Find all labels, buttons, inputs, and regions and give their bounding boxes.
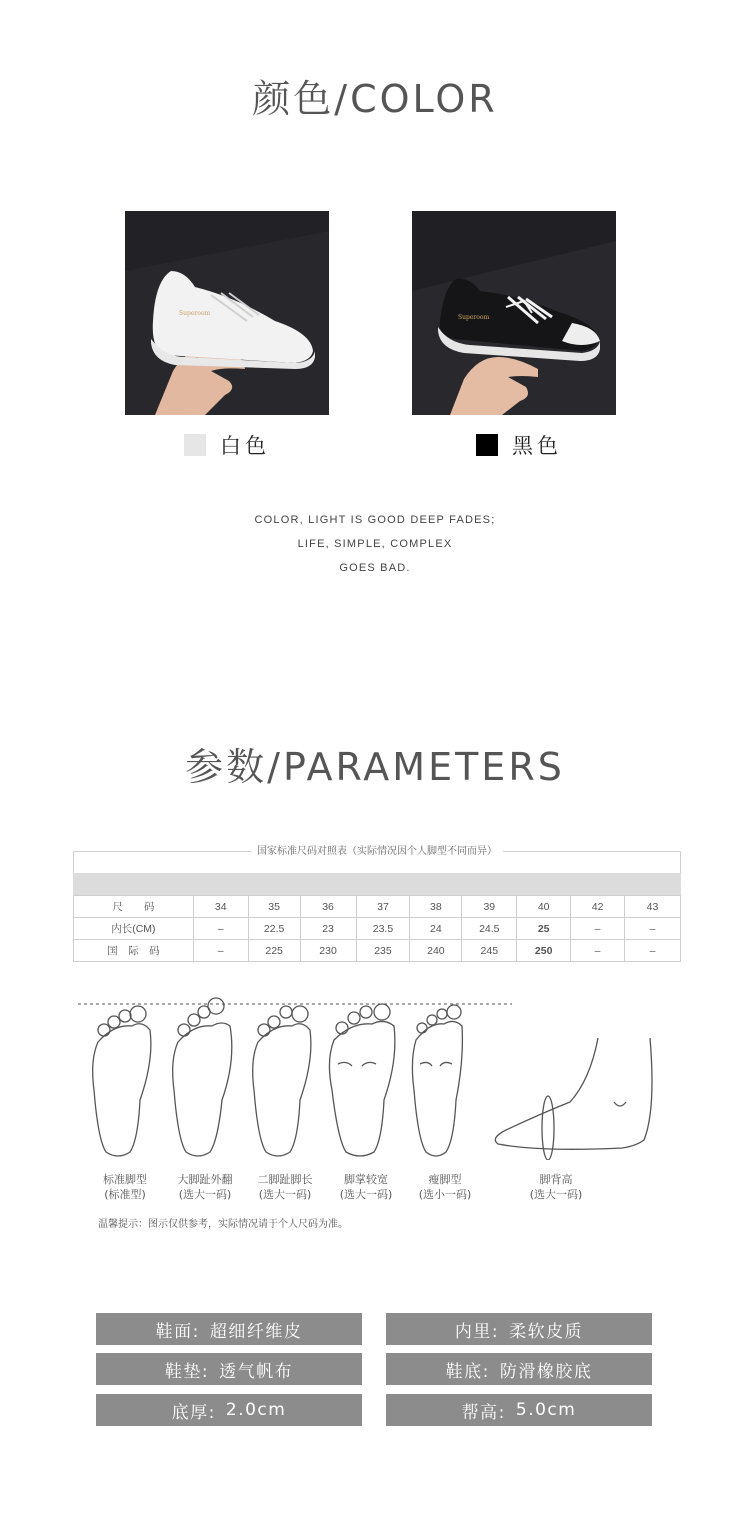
table-cell: 25 — [517, 918, 571, 940]
table-cell: 250 — [517, 940, 571, 962]
table-cell: 36 — [300, 896, 356, 918]
spec-key: 鞋垫: — [164, 1361, 210, 1382]
foot-type-advice: (选大一码) — [258, 1188, 312, 1201]
wide-foot-icon — [329, 1004, 394, 1156]
size-table-band — [73, 873, 681, 895]
foot-type-advice: (选大一码) — [339, 1188, 393, 1201]
foot-type-advice: (标准型) — [104, 1188, 146, 1201]
white-color-option[interactable] — [184, 432, 270, 458]
black-shoe-photo — [412, 211, 616, 415]
spec-key: 底厚: — [171, 1402, 216, 1423]
table-cell: 内长(CM) — [74, 918, 194, 940]
foot-type-name: 脚背高 — [539, 1173, 573, 1186]
high-instep-foot-icon — [495, 1038, 652, 1160]
spec-key: 鞋面: — [155, 1321, 200, 1342]
table-cell: 245 — [462, 940, 517, 962]
table-cell: 225 — [248, 940, 300, 962]
table-row — [74, 940, 681, 962]
spec-value: 2.0cm — [225, 1400, 287, 1420]
tagline-line-2: LIFE, SIMPLE, COMPLEX — [297, 538, 453, 550]
black-swatch — [476, 434, 498, 456]
table-cell: – — [193, 918, 248, 940]
tagline-line-3: GOES BAD. — [339, 562, 411, 574]
table-cell: 235 — [356, 940, 410, 962]
svg-text:Superoom: Superoom — [179, 310, 211, 317]
spec-key: 内里: — [454, 1321, 500, 1342]
table-row — [74, 896, 681, 918]
standard-foot-icon — [93, 1006, 151, 1156]
params-section-title: 参数/PARAMETERS — [185, 745, 565, 789]
table-cell: 23.5 — [356, 918, 410, 940]
slim-foot-icon — [412, 1005, 462, 1156]
black-color-label: 黑色 — [512, 434, 562, 458]
table-cell: 230 — [300, 940, 356, 962]
foot-type-name: 标准脚型 — [103, 1173, 147, 1186]
white-swatch — [184, 434, 206, 456]
spec-key: 帮高: — [461, 1402, 506, 1423]
table-cell: 42 — [571, 896, 625, 918]
foot-type-advice: (选大一码) — [178, 1188, 232, 1201]
svg-text:Superoom: Superoom — [458, 314, 490, 321]
spec-lining — [386, 1313, 652, 1345]
table-cell: 240 — [410, 940, 462, 962]
black-color-option[interactable] — [476, 432, 562, 458]
spec-upper-height — [386, 1394, 652, 1426]
table-cell: – — [625, 918, 681, 940]
table-cell: – — [571, 940, 625, 962]
table-cell: 40 — [517, 896, 571, 918]
table-cell: 37 — [356, 896, 410, 918]
spec-value: 超细纤维皮 — [209, 1321, 303, 1342]
bunion-foot-icon — [173, 998, 232, 1156]
spec-value: 柔软皮质 — [509, 1321, 584, 1342]
foot-type-high-instep — [506, 1172, 606, 1202]
foot-type-name: 二脚趾脚长 — [257, 1173, 313, 1186]
foot-type-advice: (选大一码) — [529, 1188, 583, 1201]
color-section-title: 颜色/COLOR — [252, 77, 498, 121]
spec-value: 5.0cm — [515, 1400, 577, 1420]
table-cell: 24 — [410, 918, 462, 940]
foot-type-name: 瘦脚型 — [428, 1173, 462, 1186]
table-cell: 34 — [193, 896, 248, 918]
table-cell: 22.5 — [248, 918, 300, 940]
table-cell: – — [571, 918, 625, 940]
table-cell: 39 — [462, 896, 517, 918]
foot-type-advice: (选小一码) — [418, 1188, 472, 1201]
spec-value: 透气帆布 — [219, 1361, 294, 1382]
table-cell: 24.5 — [462, 918, 517, 940]
spec-key: 鞋底: — [445, 1361, 490, 1382]
size-tip: 温馨提示：图示仅供参考，实际情况请于个人尺码为准。 — [98, 1219, 348, 1230]
long-second-toe-foot-icon — [253, 1006, 311, 1156]
spec-insole — [96, 1353, 362, 1385]
size-table-caption-text: 国家标准尺码对照表（实际情况因个人脚型不同而异） — [251, 846, 503, 857]
foot-type-name: 脚掌较宽 — [344, 1173, 388, 1186]
tagline-line-1: COLOR, LIGHT IS GOOD DEEP FADES; — [254, 514, 496, 526]
white-color-label: 白色 — [220, 434, 270, 458]
table-row — [74, 918, 681, 940]
spec-value: 防滑橡胶底 — [499, 1361, 593, 1382]
foot-type-illustrations — [70, 990, 670, 1160]
spec-upper — [96, 1313, 362, 1345]
table-cell: 43 — [625, 896, 681, 918]
table-cell: 38 — [410, 896, 462, 918]
table-cell: 35 — [248, 896, 300, 918]
spec-outsole — [386, 1353, 652, 1385]
size-table-caption — [73, 846, 681, 875]
white-shoe-photo — [125, 211, 329, 415]
table-cell: – — [625, 940, 681, 962]
spec-sole-thickness — [96, 1394, 362, 1426]
table-cell: 国 际 码 — [74, 940, 194, 962]
size-table — [73, 895, 681, 962]
foot-type-name: 大脚趾外翻 — [177, 1173, 233, 1186]
table-cell: 尺 码 — [74, 896, 194, 918]
foot-type-slim — [395, 1172, 495, 1202]
table-cell: – — [193, 940, 248, 962]
table-cell: 23 — [300, 918, 356, 940]
